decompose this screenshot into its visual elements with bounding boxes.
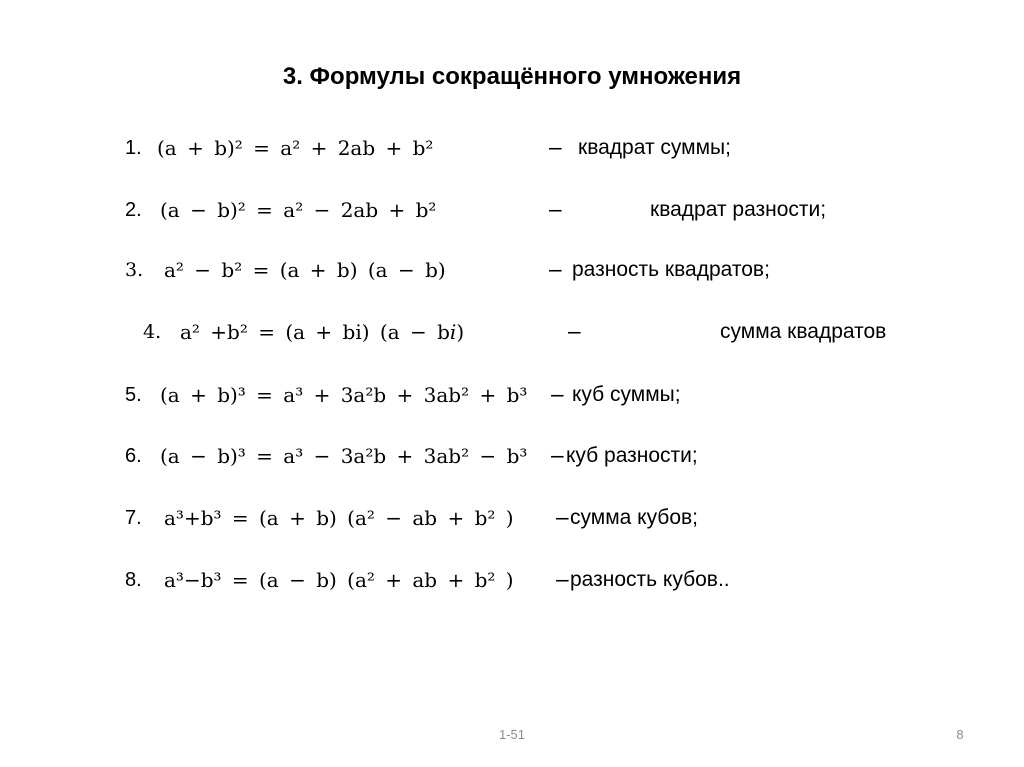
formula-dash: − [547, 136, 564, 160]
formula-row-6 [0, 442, 1024, 470]
formula-description: куб разности; [566, 444, 698, 467]
formula-dash: − [554, 568, 571, 592]
formula-description: квадрат суммы; [578, 136, 731, 159]
formula-row-4 [0, 318, 1024, 346]
formula-row-3 [0, 256, 1024, 284]
formula-number: 6. [125, 445, 142, 467]
formula-expression: (a + b)² = a² + 2ab + b² [157, 136, 434, 160]
formula-number: 7. [125, 507, 142, 529]
formula-number: 4. [143, 321, 162, 343]
formula-expression: a³+b³ = (a + b) (a² − ab + b² ) [164, 506, 514, 530]
formula-expression: (a + b)³ = a³ + 3a²b + 3ab² + b³ [160, 383, 528, 407]
footer-slide-range: 1-51 [498, 727, 526, 742]
formula-row-5 [0, 381, 1024, 409]
formula-dash: − [566, 320, 583, 344]
slide-title: 3. Формулы сокращённого умножения [282, 63, 742, 90]
formula-dash: − [554, 506, 571, 530]
formula-row-2 [0, 196, 1024, 224]
formula-row-1 [0, 134, 1024, 162]
formula-number: 1. [125, 137, 142, 159]
formula-expression: a² − b² = (a + b) (a − b) [164, 258, 446, 282]
formula-expression: (a − b)² = a² − 2ab + b² [160, 198, 437, 222]
formula-row-8 [0, 566, 1024, 594]
formula-description: куб суммы; [572, 383, 681, 406]
formula-description: разность квадратов; [572, 258, 770, 281]
formula-number: 8. [125, 569, 142, 591]
formula-main: a² +b² = (a + bi) (a − b [180, 320, 450, 344]
formula-row-7 [0, 504, 1024, 532]
formula-dash: − [547, 258, 564, 282]
formula-number: 5. [125, 384, 142, 406]
formula-dash: − [549, 444, 566, 468]
formula-description: сумма кубов; [570, 506, 699, 529]
formula-expression [180, 318, 464, 346]
formula-number: 3. [125, 259, 144, 281]
formula-close-paren: ) [456, 320, 465, 344]
formula-dash: − [547, 198, 564, 222]
formula-expression: a³−b³ = (a − b) (a² + ab + b² ) [164, 568, 514, 592]
formula-description: разность кубов.. [570, 568, 730, 591]
formula-expression: (a − b)³ = a³ − 3a²b + 3ab² − b³ [160, 444, 528, 468]
formula-number: 2. [125, 199, 142, 221]
formula-dash: − [549, 383, 566, 407]
formula-italic-i: i [449, 320, 457, 344]
formula-description: квадрат разности; [650, 198, 827, 221]
formula-description: сумма квадратов [720, 320, 887, 343]
page-number: 8 [956, 727, 964, 742]
